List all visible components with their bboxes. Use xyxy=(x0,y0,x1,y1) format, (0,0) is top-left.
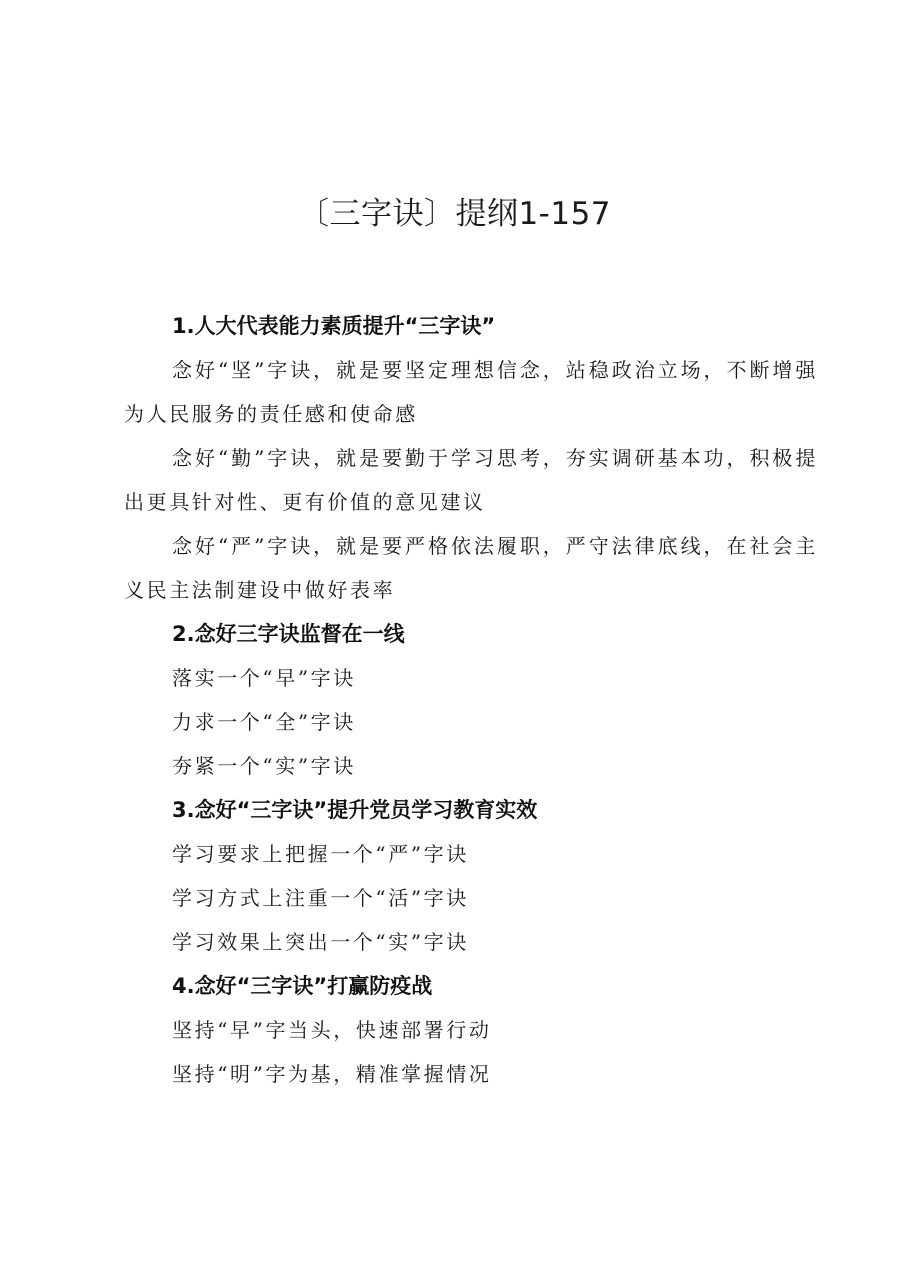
paragraph: 念好“严”字诀，就是要严格依法履职，严守法律底线，在社会主义民主法制建设中做好表率 xyxy=(124,534,818,602)
paragraph: 坚持“早”字当头，快速部署行动 xyxy=(172,1018,492,1042)
paragraph: 念好“勤”字诀，就是要勤于学习思考，夯实调研基本功，积极提出更具针对性、更有价值的意见建议 xyxy=(124,446,818,514)
section-3 xyxy=(124,788,818,964)
paragraph: 学习要求上把握一个“严”字诀 xyxy=(172,842,469,866)
section-heading: 1.人大代表能力素质提升“三字诀” xyxy=(172,314,496,338)
section-heading: 2.念好三字诀监督在一线 xyxy=(172,622,405,646)
section-heading: 4.念好“三字诀”打赢防疫战 xyxy=(172,974,433,998)
paragraph: 落实一个“早”字诀 xyxy=(172,666,356,690)
paragraph: 学习方式上注重一个“活”字诀 xyxy=(172,886,469,910)
section-2 xyxy=(124,612,818,788)
paragraph: 念好“坚”字诀，就是要坚定理想信念，站稳政治立场，不断增强为人民服务的责任感和使命感 xyxy=(124,358,818,426)
section-heading: 3.念好“三字诀”提升党员学习教育实效 xyxy=(172,798,538,822)
paragraph: 学习效果上突出一个“实”字诀 xyxy=(172,930,469,954)
paragraph: 夯紧一个“实”字诀 xyxy=(172,754,356,778)
paragraph: 坚持“明”字为基，精准掌握情况 xyxy=(172,1062,492,1086)
section-1 xyxy=(124,304,818,612)
paragraph: 力求一个“全”字诀 xyxy=(172,710,356,734)
section-4 xyxy=(124,964,818,1096)
document-title: 〔三字诀〕提纲1-157 xyxy=(297,196,612,232)
document-body xyxy=(124,304,818,1096)
